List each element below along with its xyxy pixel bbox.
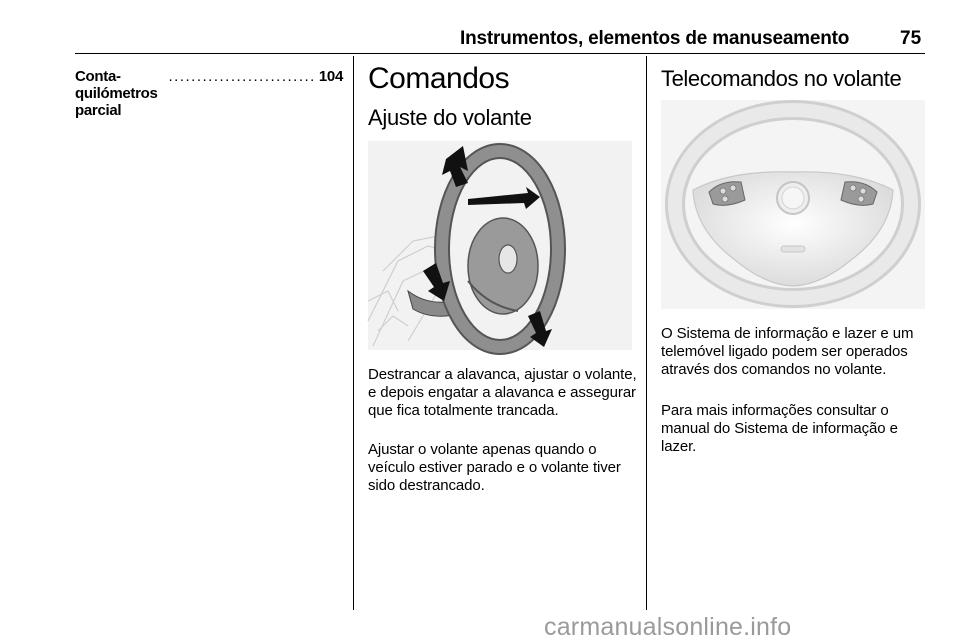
- header-rule: [75, 53, 925, 54]
- steering-adjust-heading: Ajuste do volante: [368, 105, 532, 130]
- toc-entry[interactable]: [75, 68, 343, 119]
- page-number: 75: [900, 28, 922, 49]
- remote-controls-paragraph-1: O Sistema de informação e lazer e um telemóvel ligado podem ser operados através dos comandos no volante.: [661, 325, 914, 378]
- header-title: Instrumentos, elementos de manuseamento: [460, 28, 850, 49]
- remote-controls-paragraph-2: Para mais informações consultar o manual do Sistema de informação e lazer.: [661, 402, 898, 455]
- steering-wheel-drawing: [661, 100, 925, 309]
- steering-wheel-controls-illustration: [661, 100, 925, 309]
- toc-entry-label: Conta-quilómetros parcial: [75, 68, 158, 119]
- steering-adjust-drawing: [368, 141, 632, 350]
- toc-entry-page: 104: [318, 68, 343, 85]
- steering-adjust-illustration: [368, 141, 632, 350]
- steering-adjust-paragraph-1: Destrancar a alavanca, ajustar o volante, e depois engatar a alavanca e assegurar que fica totalmente trancada.: [368, 366, 637, 419]
- steering-adjust-paragraph-2: Ajustar o volante apenas quando o veículo estiver parado e o volante tiver sido destrancado.: [368, 441, 621, 494]
- toc-leader-dots: ..........................: [168, 68, 316, 85]
- section-title: Comandos: [368, 62, 510, 95]
- remote-controls-heading: Telecomandos no volante: [661, 66, 902, 91]
- column-divider-right: [646, 56, 647, 610]
- column-divider-left: [353, 56, 354, 610]
- watermark: carmanualsonline.info: [544, 613, 792, 641]
